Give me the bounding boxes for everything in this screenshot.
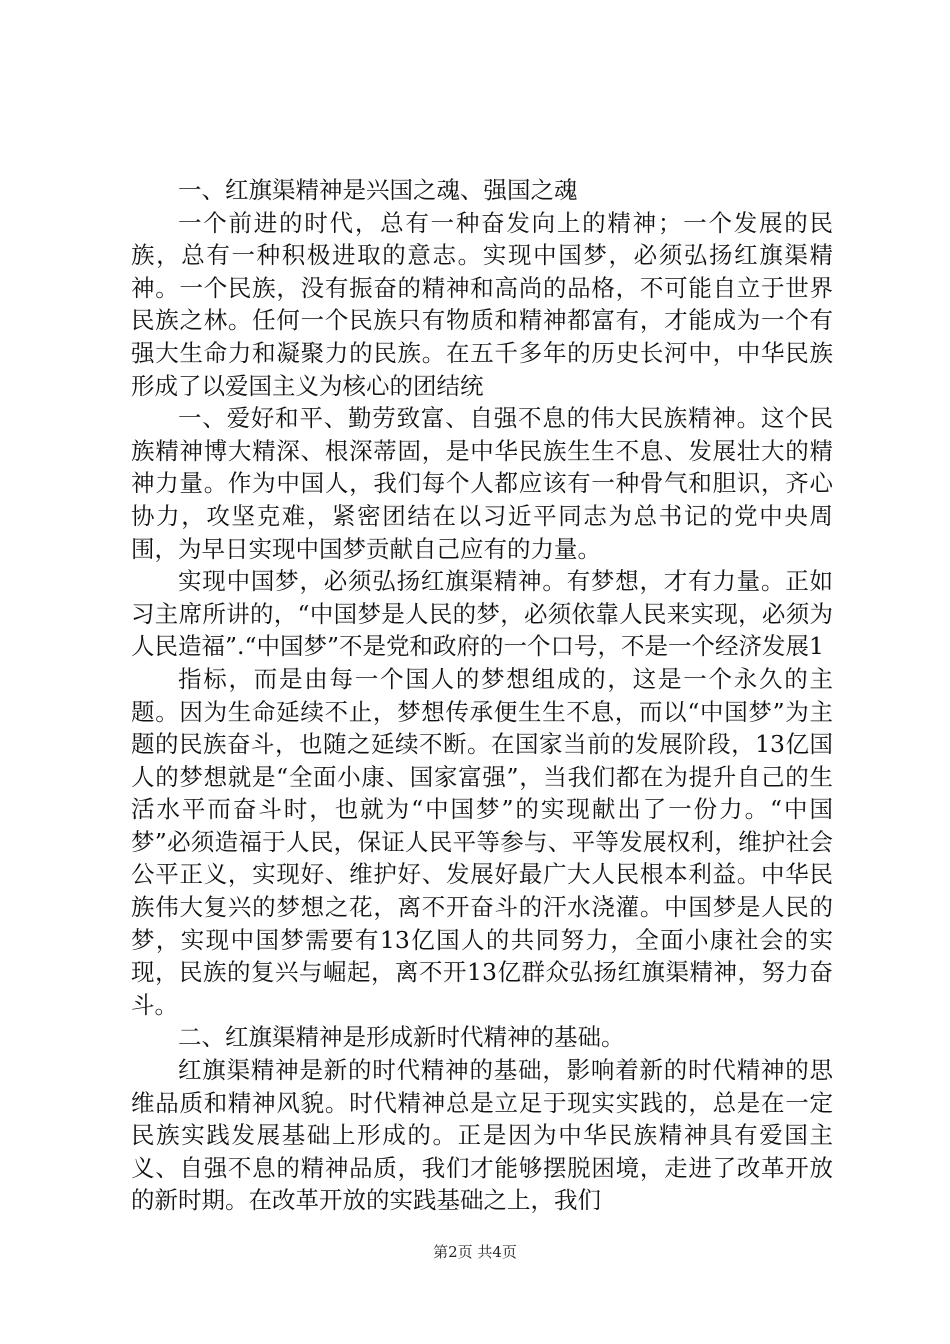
section-heading-1: 一、红旗渠精神是兴国之魂、强国之魂 <box>178 176 578 204</box>
body-paragraph: 一、爱好和平、勤劳致富、自强不息的伟大民族精神。这个民族精神博大精深、根深蒂固，是中华民族生生不息、发展壮大的精神力量。作为中国人，我们每个人都应该有一种骨气和胆识，齐心协力，攻坚克难，紧密团结在以习近平同志为总书记的党中央周围，为早日实现中国梦贡献自己应有的力量。 <box>131 404 833 563</box>
body-paragraph: 红旗渠精神是新的时代精神的基础，影响着新的时代精神的思维品质和精神风貌。时代精神总是立足于现实实践的，总是在一定民族实践发展基础上形成的。正是因为中华民族精神具有爱国主义、自强不息的精神品质，我们才能够摆脱困境，走进了改革开放的新时期。在改革开放的实践基础之上，我们 <box>131 1056 833 1215</box>
body-paragraph: 指标，而是由每一个国人的梦想组成的，这是一个永久的主题。因为生命延续不止，梦想传承便生生不息，而以“中国梦”为主题的民族奋斗，也随之延续不断。在国家当前的发展阶段，13亿国人的梦想就是“全面小康、国家富强”，当我们都在为提升自己的生活水平而奋斗时，也就为“中国梦”的实现献出了一份力。“中国梦”必须造福于人民，保证人民平等参与、平等发展权利，维护社会公平正义，实现好、维护好、发展好最广大人民根本利益。中华民族伟大复兴的梦想之花，离不开奋斗的汗水浇灌。中国梦是人民的梦，实现中国梦需要有13亿国人的共同努力，全面小康社会的实现，民族的复兴与崛起，离不开13亿群众弘扬红旗渠精神，努力奋斗。 <box>131 664 833 1019</box>
section-heading-2: 二、红旗渠精神是形成新时代精神的基础。 <box>178 1023 625 1052</box>
body-paragraph: 一个前进的时代，总有一种奋发向上的精神；一个发展的民族，总有一种积极进取的意志。实现中国梦，必须弘扬红旗渠精神。一个民族，没有振奋的精神和高尚的品格，不可能自立于世界民族之林。任何一个民族只有物质和精神都富有，才能成为一个有强大生命力和凝聚力的民族。在五千多年的历史长河中，中华民族形成了以爱国主义为核心的团结统 <box>131 208 833 400</box>
document-body <box>131 174 833 1217</box>
body-paragraph: 实现中国梦，必须弘扬红旗渠精神。有梦想，才有力量。正如习主席所讲的，“中国梦是人民的梦，必须依靠人民来实现，必须为人民造福”.“中国梦”不是党和政府的一个口号，不是一个经济发展1 <box>131 567 833 661</box>
page-number-footer: 第2页 共4页 <box>433 1243 517 1261</box>
